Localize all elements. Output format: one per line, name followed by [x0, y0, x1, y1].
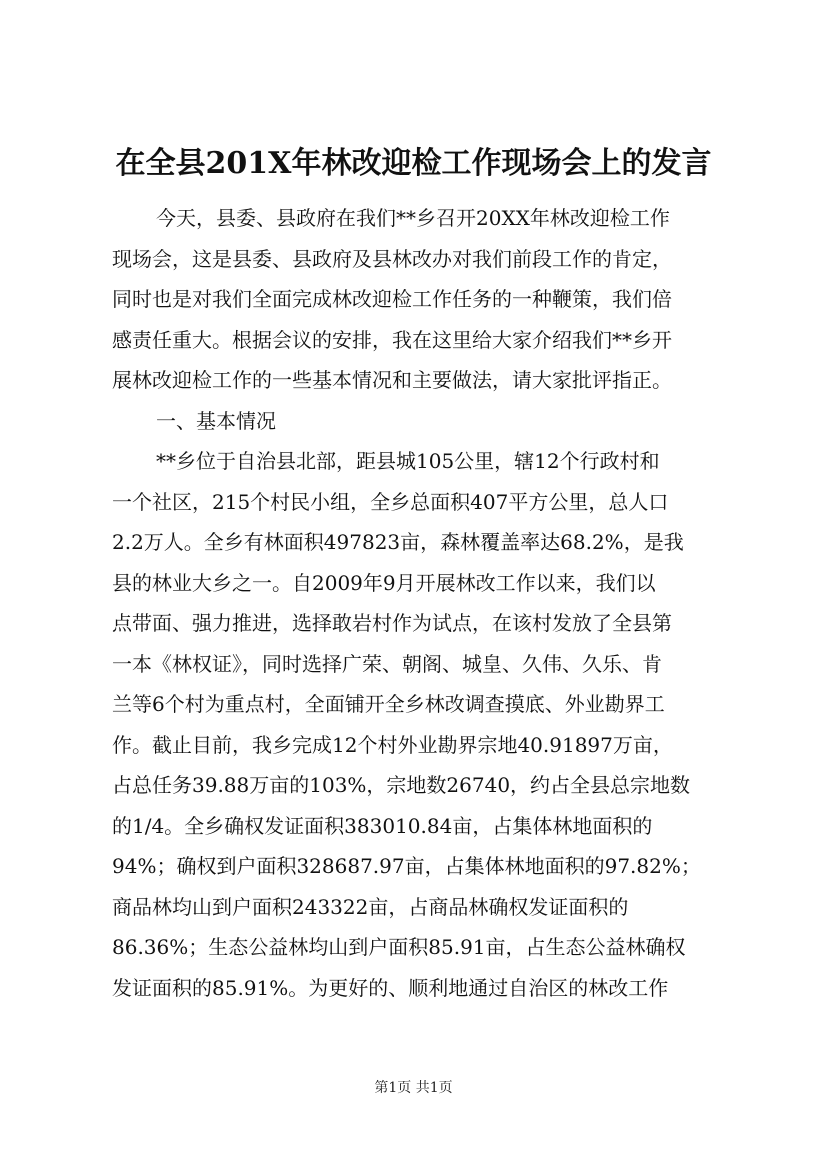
paragraph-line: 兰等6个村为重点村，全面铺开全乡林改调查摸底、外业勘界工: [112, 692, 665, 716]
page-footer: 第1页 共1页: [374, 1080, 453, 1096]
paragraph-line: 的1/4。全乡确权发证面积383010.84亩，占集体林地面积的: [112, 813, 653, 838]
section-heading: 一、基本情况: [156, 408, 276, 433]
paragraph-line: 县的林业大乡之一。自2009年9月开展林改工作以来，我们以: [112, 570, 656, 595]
paragraph-line: 今天，县委、县政府在我们**乡召开20XX年林改迎检工作: [156, 206, 670, 230]
paragraph-line: 占总任务39.88万亩的103%，宗地数26740，约占全县总宗地数: [112, 773, 691, 797]
paragraph-line: 点带面、强力推进，选择敢岩村作为试点，在该村发放了全县第: [112, 611, 672, 635]
document-title: 在全县201X年林改迎检工作现场会上的发言: [115, 146, 712, 181]
paragraph-line: 同时也是对我们全面完成林改迎检工作任务的一种鞭策，我们倍: [112, 287, 672, 311]
paragraph-line: 作。截止目前，我乡完成12个村外业勘界宗地40.91897万亩，: [112, 732, 673, 757]
paragraph-line: 展林改迎检工作的一些基本情况和主要做法，请大家批评指正。: [112, 368, 672, 392]
document-body: [112, 198, 732, 1008]
paragraph-line: 感责任重大。根据会议的安排，我在这里给大家介绍我们**乡开: [112, 327, 672, 352]
paragraph-line: 94%；确权到户面积328687.97亩，占集体林地面积的97.82%；: [112, 854, 701, 878]
paragraph-line: 2.2万人。全乡有林面积497823亩，森林覆盖率达68.2%，是我: [112, 530, 684, 554]
paragraph-line: 发证面积的85.91%。为更好的、顺利地通过自治区的林改工作: [112, 975, 669, 1000]
paragraph-line: 一本《林权证》，同时选择广荣、朝阁、城皇、久伟、久乐、肯: [112, 651, 662, 676]
paragraph-line: 商品林均山到户面积243322亩，占商品林确权发证面积的: [112, 894, 629, 919]
paragraph-line: 现场会，这是县委、县政府及县林改办对我们前段工作的肯定，: [112, 246, 672, 271]
paragraph-line: **乡位于自治县北部，距县城105公里，辖12个行政村和: [156, 449, 660, 473]
paragraph-line: 86.36%；生态公益林均山到户面积85.91亩，占生态公益林确权: [112, 935, 686, 959]
paragraph-line: 一个社区，215个村民小组，全乡总面积407平方公里，总人口: [112, 489, 669, 514]
